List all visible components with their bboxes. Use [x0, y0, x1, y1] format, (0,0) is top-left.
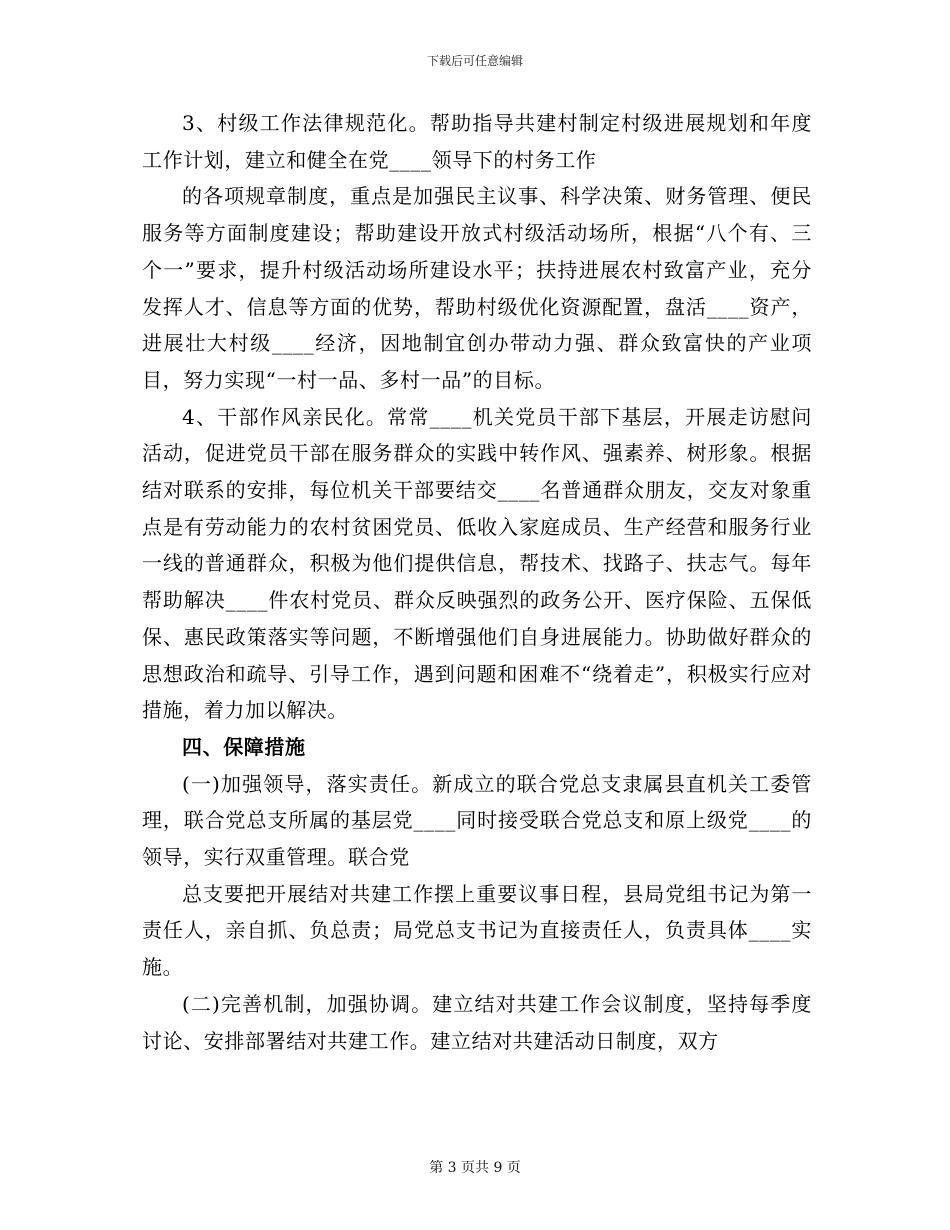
paragraph-cadre-style: 4、干部作风亲民化。常常____机关党员干部下基层，开展走访慰问活动，促进党员干部在服务群众的实践中转作风、强素养、树形象。根据结对联系的安排，每位机关干部要结交____名普通群众朋友，交友对象重点是有劳动能力的农村贫困党员、低收入家庭成员、生产经营和服务行业一线的普通群众，积极为他们提供信息，帮技术、找路子、扶志气。每年帮助解决____件农村党员、群众反映强烈的政务公开、医疗保险、五保低保、惠民政策落实等问题，不断增强他们自身进展能力。协助做好群众的思想政治和疏导、引导工作，遇到问题和困难不“绕着走”，积极实行应对措施，着力加以解决。 [142, 404, 812, 723]
paragraph-strengthen-leadership: (一)加强领导，落实责任。新成立的联合党总支隶属县直机关工委管理，联合党总支所属的基层党____同时接受联合党总支和原上级党____的领导，实行双重管理。联合党 [142, 771, 812, 870]
paragraph-regulations: 的各项规章制度，重点是加强民主议事、科学决策、财务管理、便民服务等方面制度建设；帮助建设开放式村级活动场所，根据“八个有、三个一”要求，提升村级活动场所建设水平；扶持进展农村致富产业，充分发挥人才、信息等方面的优势，帮助村级优化资源配置，盘活____资产，进展壮大村级____经济，因地制宜创办带动力强、群众致富快的产业项目，努力实现“一村一品、多村一品”的目标。 [142, 184, 812, 392]
page-number: 第 3 页共 9 页 [429, 1160, 521, 1176]
paragraph-village-work-standardization: 3、村级工作法律规范化。帮助指导共建村制定村级进展规划和年度工作计划，建立和健全在党____领导下的村务工作 [142, 111, 812, 172]
header-note: 下载后可任意编辑 [426, 54, 523, 68]
paragraph-improve-mechanism: (二)完善机制，加强协调。建立结对共建工作会议制度，坚持每季度讨论、安排部署结对共建工作。建立结对共建活动日制度，双方 [142, 991, 812, 1053]
paragraph-responsibility: 总支要把开展结对共建工作摆上重要议事日程，县局党组书记为第一责任人，亲自抓、负总责；局党总支书记为直接责任人，负责具体____实施。 [142, 881, 812, 980]
section-heading-safeguards: 四、保障措施 [182, 734, 306, 759]
document-body [142, 105, 812, 1059]
